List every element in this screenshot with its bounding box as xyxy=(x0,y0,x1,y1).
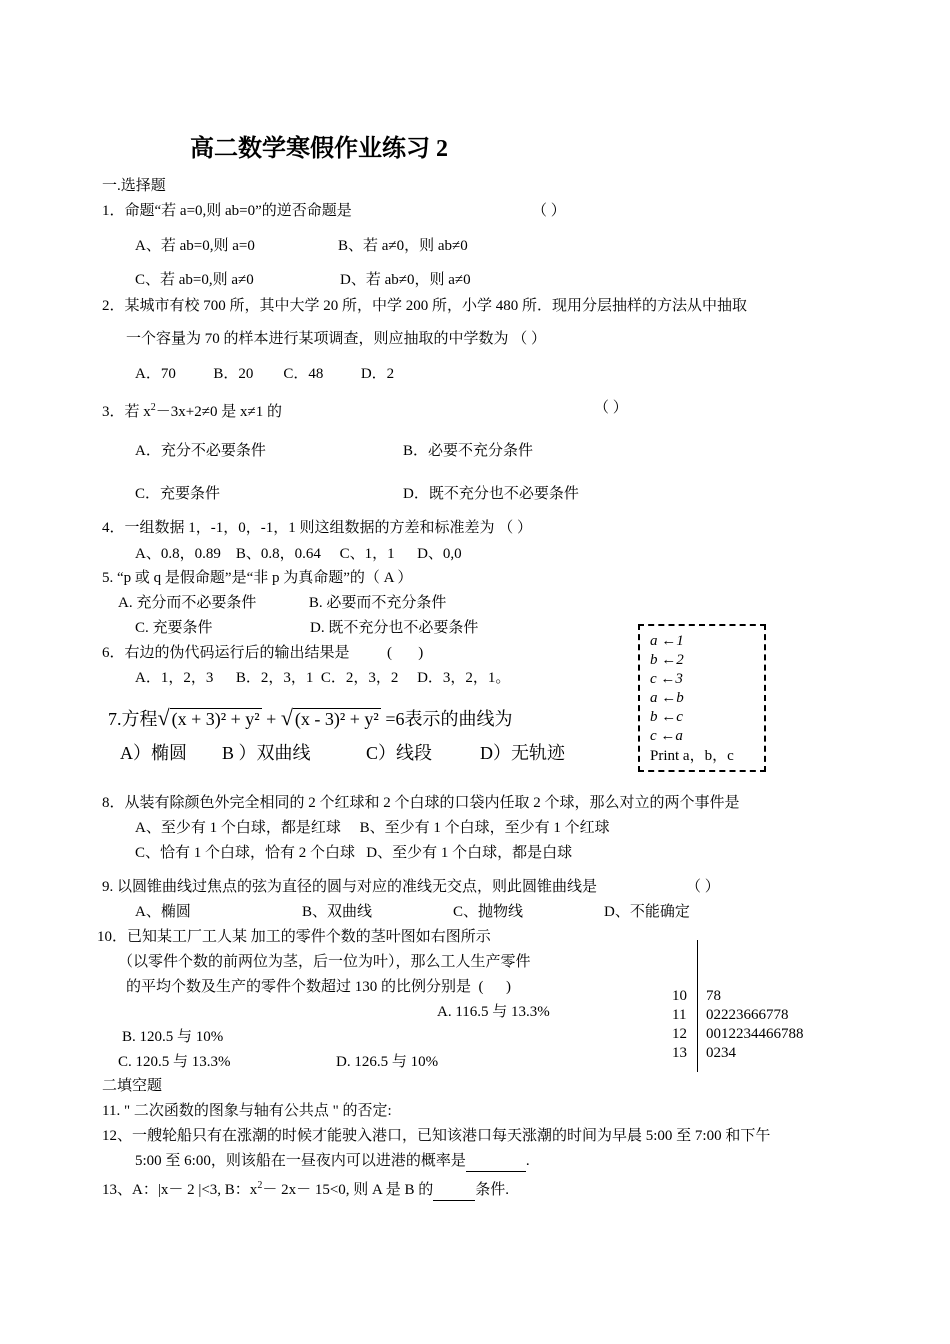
q3-answer-paren: （ ） xyxy=(594,400,628,416)
code-line-1: a ←1 xyxy=(650,633,684,649)
q7-equation xyxy=(108,706,513,731)
q5-options-ab: A. 充分而不必要条件 B. 必要而不充分条件 xyxy=(118,595,447,611)
q6-stem: 6．右边的伪代码运行后的输出结果是 ( ) xyxy=(102,645,424,661)
q8-options-cd: C、恰有 1 个白球，恰有 2 个白球 D、至少有 1 个白球，都是白球 xyxy=(135,845,573,861)
q3-option-b: B．必要不充分条件 xyxy=(403,443,534,459)
q10-option-b: B. 120.5 与 10% xyxy=(122,1029,224,1045)
q7-option-d: D）无轨迹 xyxy=(480,743,565,763)
leaf-value: 0012234466788 xyxy=(706,1026,804,1042)
q2-stem-line1: 2．某城市有校 700 所，其中大学 20 所，中学 200 所，小学 480 所．现用分层抽样的方法从中抽取 xyxy=(102,298,748,314)
q10-stem-line3: 的平均个数及生产的零件个数超过 130 的比例分别是 ( ) xyxy=(126,979,511,995)
leaf-value: 02223666778 xyxy=(706,1007,789,1023)
q9-stem: 9. 以圆锥曲线过焦点的弦为直径的圆与对应的准线无交点，则此圆锥曲线是 xyxy=(102,879,598,895)
q12-stem-line2 xyxy=(135,1151,530,1172)
q9-option-b: B、双曲线 xyxy=(302,904,373,920)
q9-option-d: D、不能确定 xyxy=(604,904,690,920)
leaf-value: 78 xyxy=(706,988,721,1004)
q3-stem xyxy=(102,398,282,422)
code-line-5: b ←c xyxy=(650,709,683,725)
sqrt-symbol-icon: √ xyxy=(157,705,170,730)
q1-option-b: B、若 a≠0，则 ab≠0 xyxy=(338,238,468,254)
q3-option-c: C．充要条件 xyxy=(135,486,221,502)
q10-option-d: D. 126.5 与 10% xyxy=(336,1054,439,1070)
q13-stem xyxy=(102,1176,509,1201)
q2-options: A．70 B．20 C．48 D．2 xyxy=(135,366,395,382)
q1-answer-paren: （ ） xyxy=(532,203,566,219)
section-fill-heading: 二填空题 xyxy=(102,1078,163,1094)
q11-stem: 11. " 二次函数的图象与轴有公共点 " 的否定: xyxy=(102,1103,392,1119)
q7-radicand-2: (x - 3)² + y² xyxy=(294,709,379,729)
q12-period: . xyxy=(525,1153,530,1169)
page-title: 高二数学寒假作业练习 2 xyxy=(190,136,448,162)
q13-pre: 13、A：|x－ 2 |<3, B：x xyxy=(102,1182,258,1198)
code-line-4: a ←b xyxy=(650,690,684,706)
stem-value: 12 xyxy=(672,1026,687,1042)
q8-options-ab: A、至少有 1 个白球，都是红球 B、至少有 1 个白球，至少有 1 个红球 xyxy=(135,820,610,836)
q12-stem-text: 5:00 至 6:00，则该船在一昼夜内可以进港的概率是 xyxy=(135,1153,466,1169)
q7-option-a: A）椭圆 xyxy=(120,743,187,763)
q13-superscript: 2 xyxy=(257,1180,263,1191)
q5-options-cd: C. 充要条件 D. 既不充分也不必要条件 xyxy=(135,620,479,636)
q10-stem-line2: （以零件个数的前两位为茎，后一位为叶），那么工人生产零件 xyxy=(118,954,531,970)
q13-answer-blank[interactable] xyxy=(433,1180,475,1201)
q1-option-c: C、若 ab=0,则 a≠0 xyxy=(135,272,254,288)
stem-leaf-stems xyxy=(672,987,687,1063)
q8-stem: 8．从装有除颜色外完全相同的 2 个红球和 2 个白球的口袋内任取 2 个球，那么对立的两个事件是 xyxy=(102,795,740,811)
q6-options: A．1，2，3 B．2，3，1 C．2，3，2 D．3，2，1。 xyxy=(135,670,511,686)
q3-option-d: D．既不充分也不必要条件 xyxy=(403,486,579,502)
q1-option-d: D、若 ab≠0，则 a≠0 xyxy=(340,272,471,288)
code-line-6: c ←a xyxy=(650,728,683,744)
stem-value: 11 xyxy=(672,1007,687,1023)
q7-prefix: 7.方程 xyxy=(108,709,158,729)
q4-options: A、0.8，0.89 B、0.8，0.64 C、1，1 D、0,0 xyxy=(135,546,462,562)
q12-answer-blank[interactable] xyxy=(466,1151,526,1172)
q3-superscript: 2 xyxy=(150,402,156,413)
q9-option-a: A、椭圆 xyxy=(135,904,191,920)
q2-stem-line2: 一个容量为 70 的样本进行某项调查，则应抽取的中学数为 （ ） xyxy=(126,331,547,347)
q1-option-a: A、若 ab=0,则 a=0 xyxy=(135,238,255,254)
code-line-3: c ←3 xyxy=(650,671,683,687)
q7-suffix: =6表示的曲线为 xyxy=(385,709,513,729)
leaf-value: 0234 xyxy=(706,1045,736,1061)
q7-radicand-1: (x + 3)² + y² xyxy=(171,709,260,729)
q3-stem-pre: 3．若 x xyxy=(102,404,151,420)
q10-option-c: C. 120.5 与 13.3% xyxy=(118,1054,231,1070)
q3-option-a: A．充分不必要条件 xyxy=(135,443,266,459)
q1-stem: 1．命题“若 a=0,则 ab=0”的逆否命题是 xyxy=(102,203,352,219)
q9-answer-paren: （ ） xyxy=(686,879,720,895)
q12-stem-line1: 12、一艘轮船只有在涨潮的时候才能驶入港口，已知该港口每天涨潮的时间为早晨 5:00 至 7:00 和下午 xyxy=(102,1128,771,1144)
q5-stem: 5. “p 或 q 是假命题”是“非 p 为真命题”的（ A ） xyxy=(102,570,413,586)
pseudo-code-box xyxy=(638,624,766,772)
sqrt-symbol-icon: √ xyxy=(280,705,293,730)
q7-option-c: C）线段 xyxy=(366,743,433,763)
stem-value: 13 xyxy=(672,1045,687,1061)
q4-stem: 4．一组数据 1，-1，0，-1，1 则这组数据的方差和标准差为 （ ） xyxy=(102,520,532,536)
code-print-line: Print a，b，c xyxy=(650,748,734,764)
q13-mid: － 2x－ 15<0, 则 A 是 B 的 xyxy=(262,1182,434,1198)
stem-leaf-leaves xyxy=(706,987,804,1063)
q7-option-b: B ）双曲线 xyxy=(222,743,311,763)
stem-leaf-divider xyxy=(697,940,698,1072)
q3-stem-post: －3x+2≠0 是 x≠1 的 xyxy=(155,404,282,420)
q13-post: 条件. xyxy=(475,1182,510,1198)
code-line-2: b ←2 xyxy=(650,652,684,668)
q9-option-c: C、抛物线 xyxy=(453,904,524,920)
q10-option-a: A. 116.5 与 13.3% xyxy=(437,1004,550,1020)
section-choice-heading: 一.选择题 xyxy=(102,178,166,194)
q7-plus: + xyxy=(266,709,277,729)
q10-stem-line1: 10．已知某工厂工人某 加工的零件个数的茎叶图如右图所示 xyxy=(97,929,491,945)
stem-value: 10 xyxy=(672,988,687,1004)
